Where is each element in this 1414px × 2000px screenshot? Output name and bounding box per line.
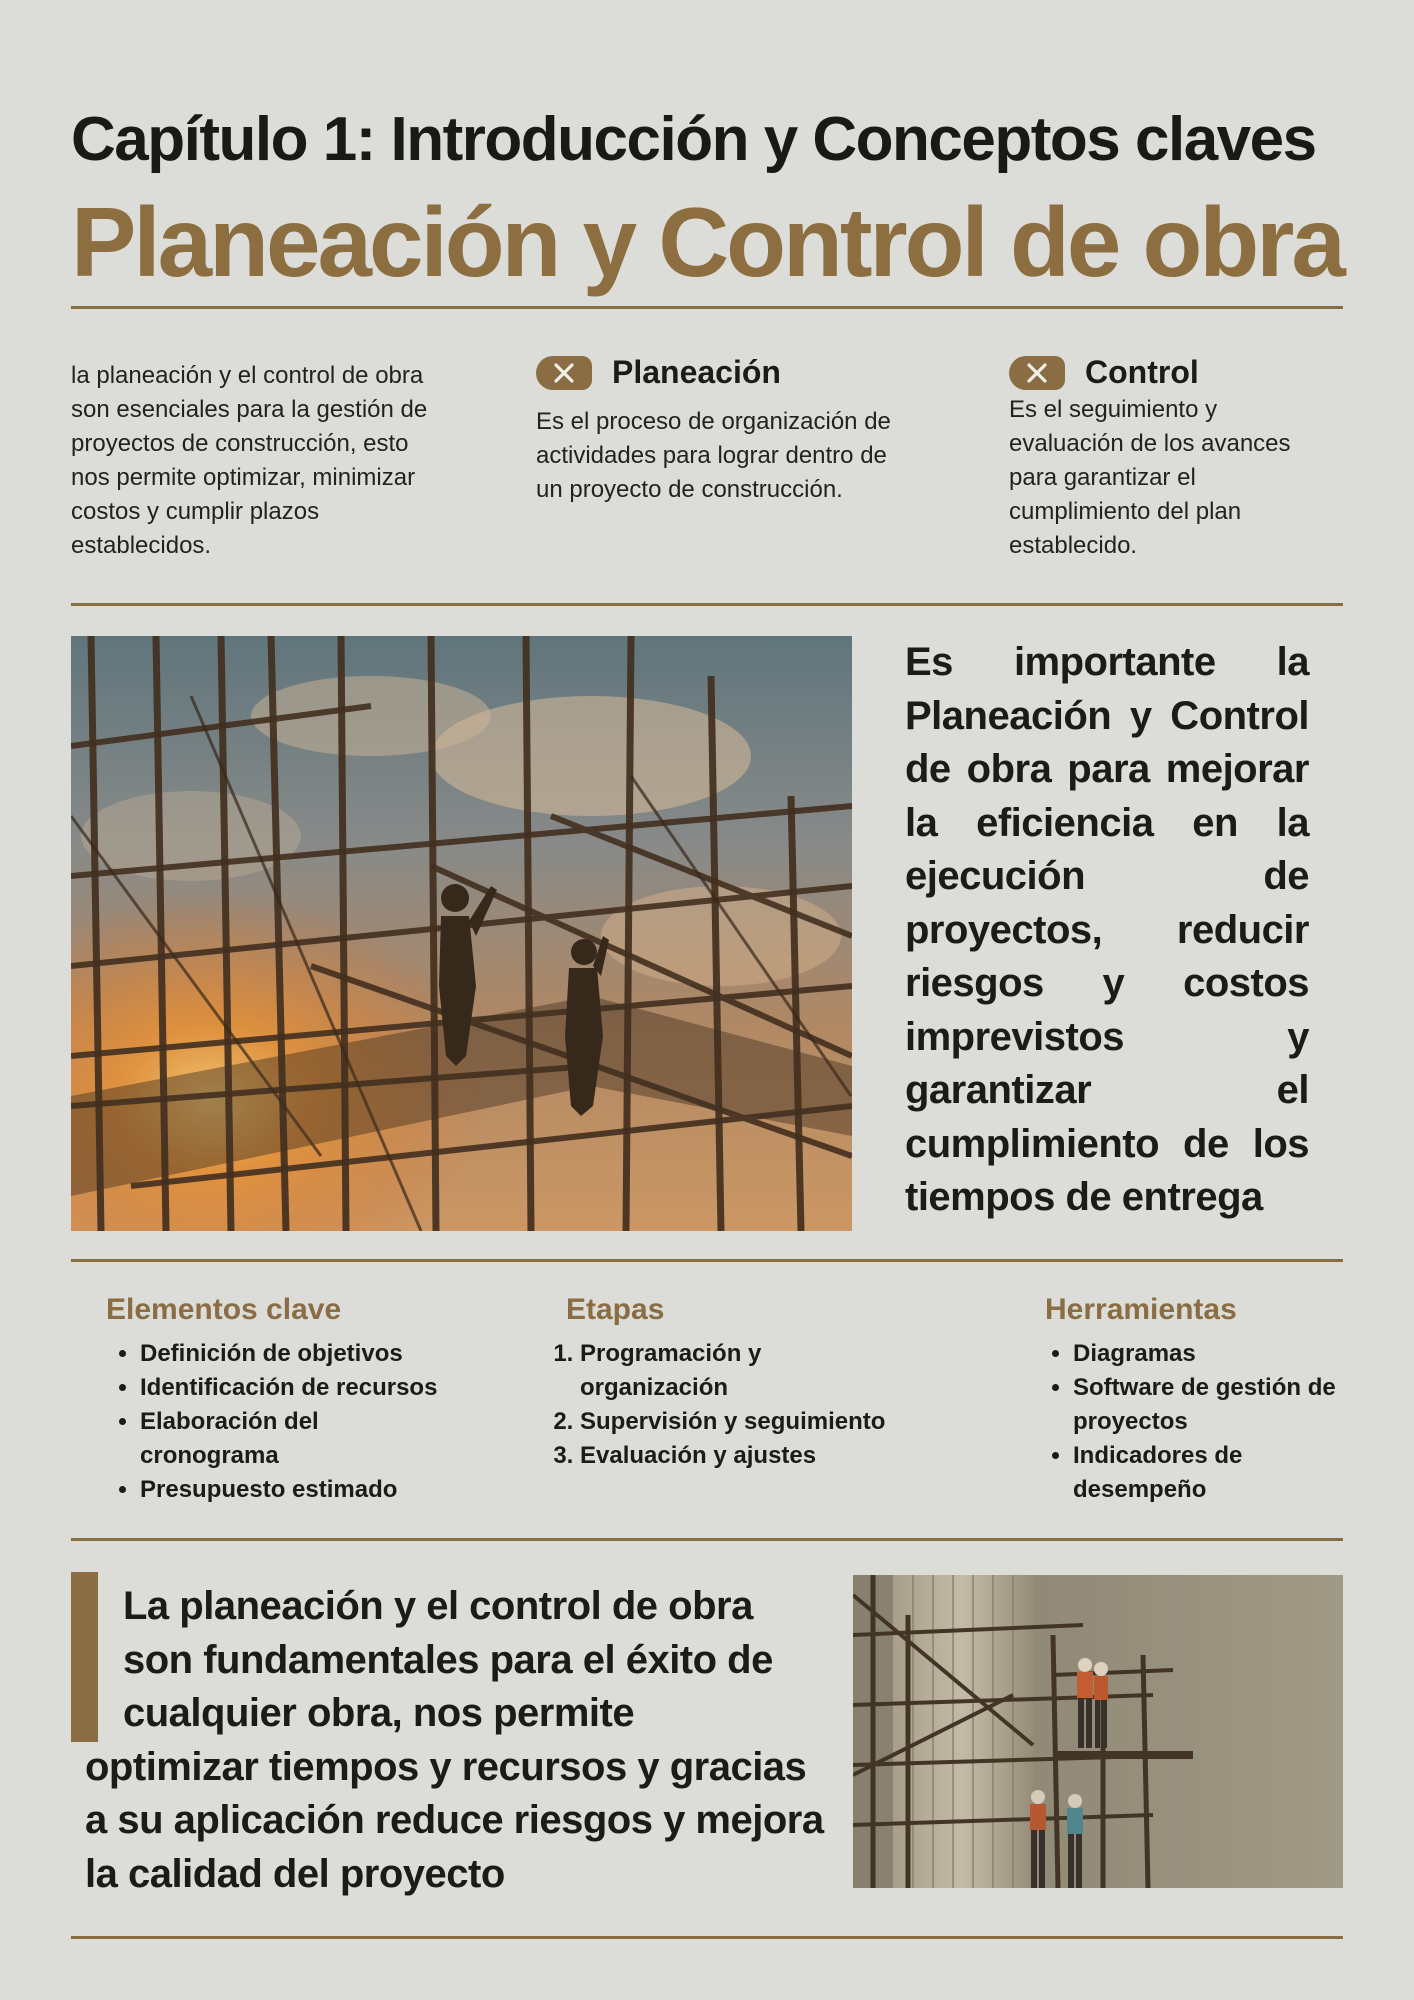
x-icon — [1009, 356, 1065, 390]
planeacion-column — [536, 354, 896, 507]
quote-line: optimizar tiempos y recursos y gracias a su aplicación reduce riesgos y mejora la calidad del proyecto — [85, 1744, 824, 1896]
list-item: 1. Programación y organización — [580, 1337, 810, 1405]
quote-line: La planeación y el control de obra — [123, 1584, 753, 1628]
divider — [71, 1936, 1343, 1939]
elementos-clave-title: Elementos clave — [106, 1293, 342, 1326]
control-column — [1009, 354, 1309, 563]
list-item: • Presupuesto estimado — [140, 1473, 486, 1507]
etapas-list — [552, 1337, 926, 1473]
divider — [71, 603, 1343, 606]
etapas-title: Etapas — [566, 1293, 665, 1326]
etapas-section — [566, 1293, 926, 1473]
list-item: 2. Supervisión y seguimiento — [580, 1405, 926, 1439]
intro-text: la planeación y el control de obra son esenciales para la gestión de proyectos de construcción, esto nos permite optimizar, minimizar costos y cumplir plazos establecidos. — [71, 362, 428, 559]
planeacion-text: Es el proceso de organización de actividades para lograr dentro de un proyecto de construcción. — [536, 408, 891, 503]
closing-quote — [85, 1580, 825, 1901]
herramientas-title: Herramientas — [1045, 1293, 1237, 1326]
quote-line: cualquier obra, nos permite — [123, 1691, 635, 1735]
list-item: 3. Evaluación y ajustes — [580, 1439, 926, 1473]
divider — [71, 1538, 1343, 1541]
control-title: Control — [1085, 354, 1199, 390]
x-icon — [536, 356, 592, 390]
page-title: Planeación y Control de obra — [71, 187, 1343, 297]
scaffolding-sunset-photo — [71, 636, 852, 1231]
elementos-clave-list — [92, 1337, 486, 1507]
planeacion-title: Planeación — [612, 354, 781, 390]
herramientas-section — [1045, 1293, 1345, 1507]
list-item: • Indicadores de desempeño — [1073, 1439, 1273, 1507]
importance-statement: Es importante la Planeación y Control de obra para mejorar la eficiencia en la ejecución de proyectos, reducir riesgos y costos imprevistos y garantizar el cumplimiento de los tiempos de entrega — [905, 640, 1309, 1219]
list-item: • Software de gestión de proyectos — [1073, 1371, 1343, 1439]
divider — [71, 1259, 1343, 1262]
herramientas-list — [1025, 1337, 1345, 1507]
list-item: • Definición de objetivos — [140, 1337, 486, 1371]
workers-scaffolding-photo — [853, 1575, 1343, 1888]
elementos-clave-section — [106, 1293, 486, 1507]
divider — [71, 306, 1343, 309]
control-text: Es el seguimiento y evaluación de los avances para garantizar el cumplimiento del plan establecido. — [1009, 396, 1291, 559]
list-item: • Identificación de recursos — [140, 1371, 486, 1405]
chapter-heading: Capítulo 1: Introducción y Conceptos claves — [71, 105, 1316, 174]
quote-line: son fundamentales para el éxito de — [123, 1637, 773, 1682]
list-item: • Elaboración del cronograma — [140, 1405, 370, 1473]
list-item: • Diagramas — [1073, 1337, 1345, 1371]
